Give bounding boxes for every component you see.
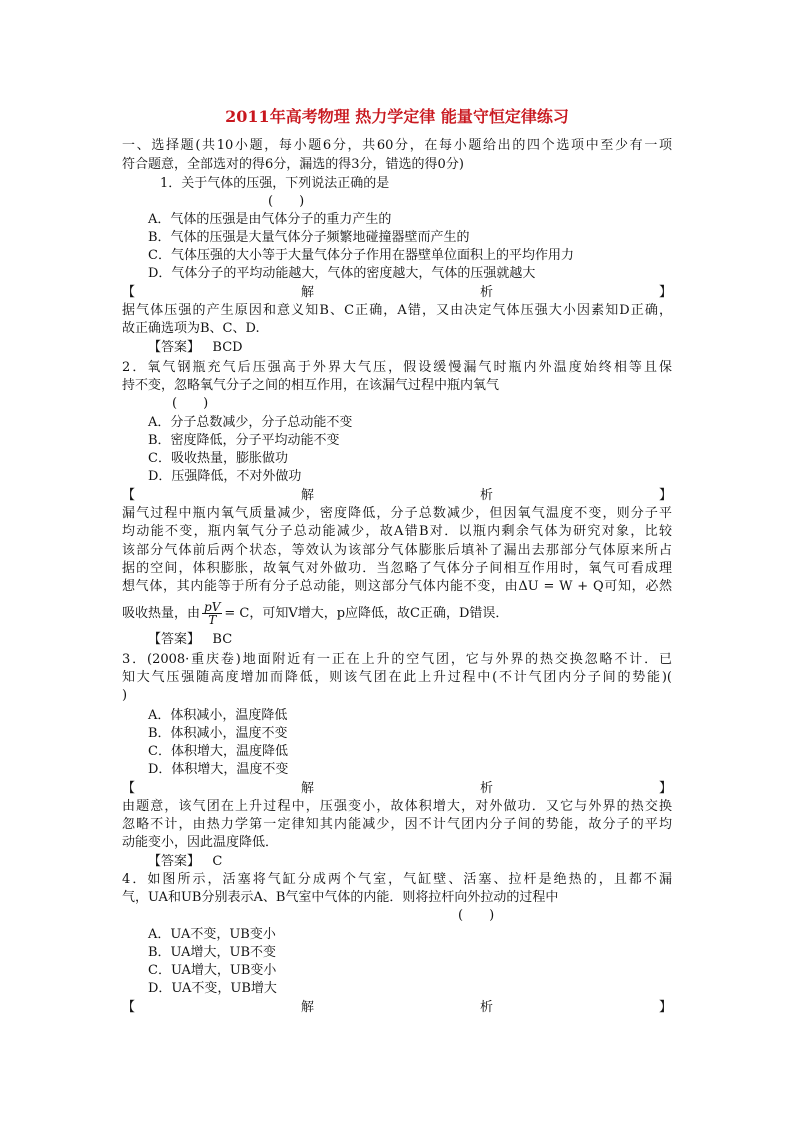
q1-analysis-line-1: 据气体压强的产生原因和意义知B、C正确，A错，又由决定气体压强大小因素知D正确， [122, 303, 672, 318]
q1-option-c: C．气体压强的大小等于大量气体分子作用在器壁单位面积上的平均作用力 [148, 248, 574, 263]
q1-bracket: ( ) [268, 194, 305, 209]
q3-stem-line-1: 3．(2008·重庆卷)地面附近有一正在上升的空气团，它与外界的热交换忽略不计．已 [122, 652, 672, 667]
q2-option-d: D．压强降低，不对外做功 [148, 469, 302, 484]
q1-option-d: D．气体分子的平均动能越大，气体的密度越大，气体的压强就越大 [148, 266, 536, 281]
section-intro-line-1: 一、选择题(共10小题，每小题6分，共60分，在每小题给出的四个选项中至少有一项 [122, 138, 672, 153]
q4-stem-line-2: 气，UA和UB分别表示A、B气室中气体的内能．则将拉杆向外拉动的过程中 [122, 890, 559, 905]
page-title: 2011年高考物理 热力学定律 能量守恒定律练习 [225, 107, 569, 126]
q2-option-b: B．密度降低，分子平均动能不变 [148, 433, 340, 448]
q3-option-a: A．体积减小，温度降低 [148, 708, 288, 723]
q3-option-c: C．体积增大，温度降低 [148, 744, 288, 759]
q2-analysis-line-3: 该部分气体前后两个状态，等效认为该部分气体膨胀后填补了漏出去那部分气体原来所占 [122, 543, 672, 558]
q4-analysis-label: 【 解 析 】 [122, 1000, 672, 1015]
q4-option-d: D．UA不变，UB增大 [148, 981, 277, 996]
q2-stem-line-2: 持不变，忽略氧气分子之间的相互作用，在该漏气过程中瓶内氧气 [122, 378, 500, 393]
q2-analysis-line-6: 吸收热量，由 $\frac{pV}{T}$ = C，可知V增大，p应降低，故C正确，D错误． [122, 600, 509, 627]
q3-answer: 【答案】 C [148, 854, 223, 869]
q3-stem-line-3: ) [122, 688, 128, 703]
q1-answer: 【答案】 BCD [148, 340, 243, 355]
q4-stem-line-1: 4．如图所示，活塞将气缸分成两个气室，气缸壁、活塞、拉杆是绝热的，且都不漏 [122, 872, 672, 887]
q4-option-a: A．UA不变，UB变小 [148, 927, 276, 942]
section-intro-line-2: 符合题意，全部选对的得6分，漏选的得3分，错选的得0分) [122, 157, 464, 172]
q3-analysis-line-1: 由题意，该气团在上升过程中，压强变小，故体积增大，对外做功．又它与外界的热交换 [122, 799, 672, 814]
q1-option-a: A．气体的压强是由气体分子的重力产生的 [148, 212, 392, 227]
q2-option-a: A．分子总数减少，分子总动能不变 [148, 415, 353, 430]
q2-option-c: C．吸收热量，膨胀做功 [148, 451, 288, 466]
q1-analysis-line-2: 故正确选项为B、C、D. [122, 321, 260, 336]
q2-analysis-line-4: 据的空间，体积膨胀，故氧气对外做功．当忽略了气体分子间相互作用时，氧气可看成理 [122, 561, 672, 576]
q4-option-b: B．UA增大，UB不变 [148, 945, 277, 960]
q3-stem-line-2: 知大气压强随高度增加而降低，则该气团在此上升过程中(不计气团内分子间的势能)( [122, 670, 672, 685]
q2-analysis-line-2: 均动能不变，瓶内氧气分子总动能减少，故A错B对．以瓶内剩余气体为研究对象，比较 [122, 524, 672, 539]
q1-analysis-label: 【 解 析 】 [122, 285, 672, 300]
q2-answer: 【答案】 BC [148, 632, 233, 647]
q2-stem-line-1: 2．氧气钢瓶充气后压强高于外界大气压，假设缓慢漏气时瓶内外温度始终相等且保 [122, 360, 672, 375]
q3-analysis-line-2: 忽略不计，由热力学第一定律知其内能减少，因不计气团内分子间的势能，故分子的平均 [122, 817, 672, 832]
q3-option-d: D．体积增大，温度不变 [148, 762, 289, 777]
q2-bracket: ( ) [172, 396, 209, 411]
q3-option-b: B．体积减小，温度不变 [148, 726, 288, 741]
pv-over-t-fraction: $\frac{pV}{T}$ [204, 600, 221, 627]
q1-stem: 1．关于气体的压强，下列说法正确的是 [160, 176, 390, 191]
q3-analysis-line-3: 动能变小，因此温度降低． [122, 835, 279, 850]
q4-option-c: C．UA增大，UB变小 [148, 963, 277, 978]
q2-analysis-label: 【 解 析 】 [122, 488, 672, 503]
q2-analysis-line-5: 想气体，其内能等于所有分子总动能，则这部分气体内能不变，由ΔU = W + Q可知，必然 [122, 579, 672, 594]
q1-option-b: B．气体的压强是大量气体分子频繁地碰撞器壁而产生的 [148, 230, 470, 245]
q4-bracket: ( ) [458, 908, 495, 923]
q3-analysis-label: 【 解 析 】 [122, 781, 672, 796]
q2-analysis-line-1: 漏气过程中瓶内氧气质量减少，密度降低，分子总数减少，但因氧气温度不变，则分子平 [122, 506, 672, 521]
